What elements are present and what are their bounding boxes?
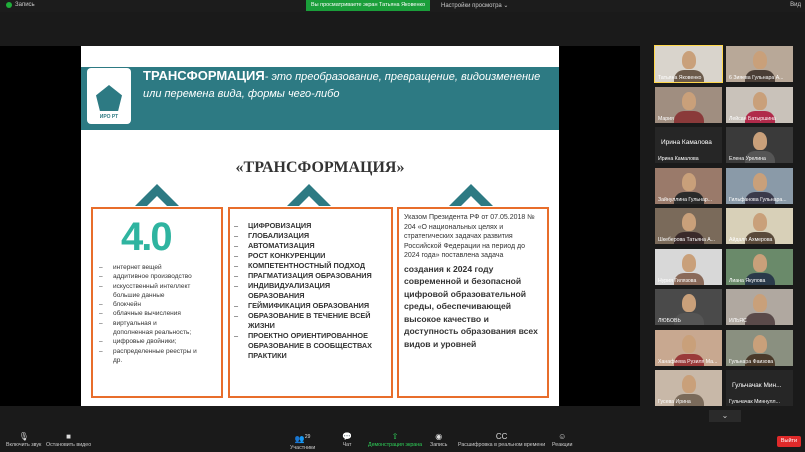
participant-tile[interactable] — [726, 289, 793, 325]
participant-name: Елена Урелина — [729, 156, 766, 162]
industry-4-0-box — [91, 207, 223, 398]
industry-technologies-list — [99, 263, 197, 365]
participant-name: Гульчачак Миннулл... — [729, 399, 780, 405]
shared-screen — [0, 46, 640, 406]
participants-icon: 👥$^{29}$ — [294, 434, 311, 444]
participant-name: Нурия Гилязова — [658, 277, 697, 284]
participant-video-face — [682, 173, 696, 191]
participant-tile[interactable] — [726, 46, 793, 82]
record-icon: ◉ — [435, 432, 443, 441]
record-indicator[interactable] — [6, 2, 35, 8]
participant-name: Ирина Камалова — [658, 156, 699, 162]
list-item: ПРАКТИКИ — [248, 351, 287, 360]
stop-video-button[interactable]: ■ Остановить видео — [46, 432, 92, 448]
decree-box — [397, 207, 549, 398]
logo-text: ИРО РТ — [99, 114, 119, 120]
list-item: – искусственный интеллект — [99, 282, 197, 291]
participant-name: Ханафиева Рузиля Ма... — [658, 358, 718, 365]
participant-name-large: Ирина Камалова — [661, 139, 712, 146]
participant-tile[interactable] — [726, 127, 793, 163]
participant-name: Гильфанова Гульнара... — [729, 196, 787, 203]
participant-video-face — [753, 335, 767, 353]
participant-name: ЛЮБОВЬ — [658, 318, 681, 324]
participant-name: Зайнуллина Гульнар... — [658, 196, 713, 203]
chat-icon: 💬 — [342, 432, 352, 441]
participant-tile[interactable] — [726, 370, 793, 406]
view-mode-button[interactable]: Вид — [790, 2, 801, 8]
participant-video-face — [682, 51, 696, 69]
view-options-menu[interactable]: Настройки просмотра ⌄ — [441, 3, 509, 9]
list-item: – РОСТ КОНКУРЕНЦИИ — [234, 251, 372, 261]
definition-term: ТРАНСФОРМАЦИЯ — [143, 68, 265, 83]
participant-video-face — [753, 92, 767, 110]
top-bar — [0, 0, 805, 12]
participant-name: Айдаля Ахмерова — [729, 237, 773, 243]
list-item: ОБРАЗОВАНИЕ В СООБЩЕСТВАХ — [248, 341, 373, 350]
share-screen-icon: ⇧ — [391, 432, 399, 441]
participant-tile[interactable] — [726, 87, 793, 123]
participant-tile[interactable] — [655, 46, 722, 82]
share-screen-button[interactable]: ⇧ Демонстрация экрана — [368, 432, 423, 448]
participant-video-face — [753, 132, 767, 150]
participant-name: 6 Зияева Гульнара А... — [729, 75, 784, 81]
definition-text — [81, 46, 559, 103]
participant-tile[interactable] — [655, 330, 722, 366]
viewing-share-banner: Вы просматриваете экран Татьяна Яковенко — [306, 0, 430, 11]
slide-title: «ТРАНСФОРМАЦИЯ» — [235, 159, 405, 176]
list-item: – ГЕЙМИФИКАЦИЯ ОБРАЗОВАНИЯ — [234, 301, 372, 311]
participant-name-large: Гульчачак Мин... — [732, 382, 782, 389]
presentation-slide — [81, 46, 559, 406]
participant-name: Лиана Якупова — [729, 277, 766, 284]
list-item: – распределенные реестры и — [99, 347, 197, 356]
chevron-up-icon — [449, 182, 493, 206]
participant-name: Лейсан Батыршина — [729, 115, 776, 122]
list-item: дополненная реальность; — [113, 329, 192, 337]
microphone-muted-icon: 🎙 — [18, 432, 29, 441]
list-item: – виртуальная и — [99, 319, 197, 328]
industry-4-0-label: 4.0 — [121, 215, 171, 259]
participant-video-face — [682, 375, 696, 393]
participant-video-body — [674, 111, 704, 123]
reactions-button[interactable]: ☺ Реакции — [552, 432, 573, 448]
record-icon — [6, 2, 12, 8]
list-item: – облачные вычисления — [99, 309, 197, 318]
participants-button[interactable]: 👥$^{29}$ Участники — [290, 434, 316, 451]
chat-button[interactable]: 💬 Чат — [342, 432, 352, 448]
list-item: – ПРОЕКТНО ОРИЕНТИРОВАННОЕ — [234, 331, 372, 341]
leave-meeting-button[interactable]: Выйти — [777, 436, 801, 447]
participant-video-body — [745, 313, 775, 325]
list-item: – КОМПЕТЕНТНОСТНЫЙ ПОДХОД — [234, 261, 372, 271]
list-item: – ПРАГМАТИЗАЦИЯ ОБРАЗОВАНИЯ — [234, 271, 372, 281]
participant-video-face — [682, 294, 696, 312]
meeting-toolbar — [0, 430, 805, 452]
video-camera-icon: ■ — [66, 432, 71, 441]
participant-tile[interactable] — [726, 330, 793, 366]
cc-icon: CC — [495, 432, 508, 441]
list-item: – интернет вещей — [99, 263, 197, 272]
list-item: – ЦИФРОВИЗАЦИЯ — [234, 221, 372, 231]
participant-tile[interactable] — [726, 208, 793, 244]
participant-tile[interactable] — [655, 168, 722, 204]
definition-body: - это преобразование, превращение, видоизменение или перемена вида, формы чего-либо — [143, 71, 541, 100]
participant-name: Гусева Ирина — [658, 399, 691, 405]
chevron-up-icon — [287, 182, 331, 206]
smiley-icon: ☺ — [558, 432, 567, 441]
list-item: большие данные — [113, 291, 165, 299]
list-item: ОБРАЗОВАНИЯ — [248, 291, 305, 300]
live-transcript-button[interactable]: CC Расшифровка в реальном времени — [458, 432, 546, 448]
decree-intro: Указом Президента РФ от 07.05.2018 № 204 «О национальных целях и стратегических задачах развития Российской Федерации на период до 2024 года» поставлена задача — [404, 214, 535, 259]
list-item: – ОБРАЗОВАНИЕ В ТЕЧЕНИЕ ВСЕЙ — [234, 311, 372, 321]
list-item: – ГЛОБАЛИЗАЦИЯ — [234, 231, 372, 241]
participant-video-face — [682, 335, 696, 353]
trends-box — [228, 207, 393, 398]
participant-video-face — [753, 213, 767, 231]
unmute-button[interactable]: 🎙 Включить звук — [6, 432, 42, 448]
participant-tile[interactable] — [726, 168, 793, 204]
trends-list — [234, 221, 372, 361]
participant-name: Мария — [658, 115, 674, 122]
participant-name: ИЛЬЯС — [729, 318, 747, 324]
participant-name: Татьяна Яковенко — [658, 75, 702, 81]
participant-video-face — [682, 254, 696, 272]
participant-name: Шкеберова Татьяна А... — [658, 237, 716, 243]
participant-video-face — [682, 213, 696, 231]
record-label: Запись — [15, 2, 35, 8]
list-item: – цифровые двойники; — [99, 337, 197, 346]
participant-tile[interactable] — [655, 370, 722, 406]
participant-tile[interactable] — [655, 289, 722, 325]
list-item: – АВТОМАТИЗАЦИЯ — [234, 241, 372, 251]
participant-tile[interactable] — [655, 127, 722, 163]
participant-video-face — [753, 254, 767, 272]
participant-tile[interactable] — [655, 249, 722, 285]
participant-video-face — [682, 92, 696, 110]
participant-video-face — [753, 51, 767, 69]
list-item: – ИНДИВИДУАЛИЗАЦИЯ — [234, 281, 372, 291]
gallery-next-page-button[interactable]: ⌄ — [709, 410, 741, 422]
participant-video-face — [753, 294, 767, 312]
participant-tile[interactable] — [655, 87, 722, 123]
participant-video-face — [753, 173, 767, 191]
list-item: – блокчейн — [99, 300, 197, 309]
participant-name: Гульнара Фаизова — [729, 358, 774, 365]
record-button[interactable]: ◉ Запись — [430, 432, 448, 448]
decree-goal: создания к 2024 году современной и безопасной цифровой образовательной среды, обеспечивающей высокое качество и доступность образования всех видов и уровней — [404, 263, 538, 349]
chevron-up-icon — [135, 182, 179, 206]
list-item: ЖИЗНИ — [248, 321, 275, 330]
participant-tile[interactable] — [726, 249, 793, 285]
participant-tile[interactable] — [655, 208, 722, 244]
list-item: – аддитивное производство — [99, 272, 197, 281]
list-item: др. — [113, 356, 123, 364]
